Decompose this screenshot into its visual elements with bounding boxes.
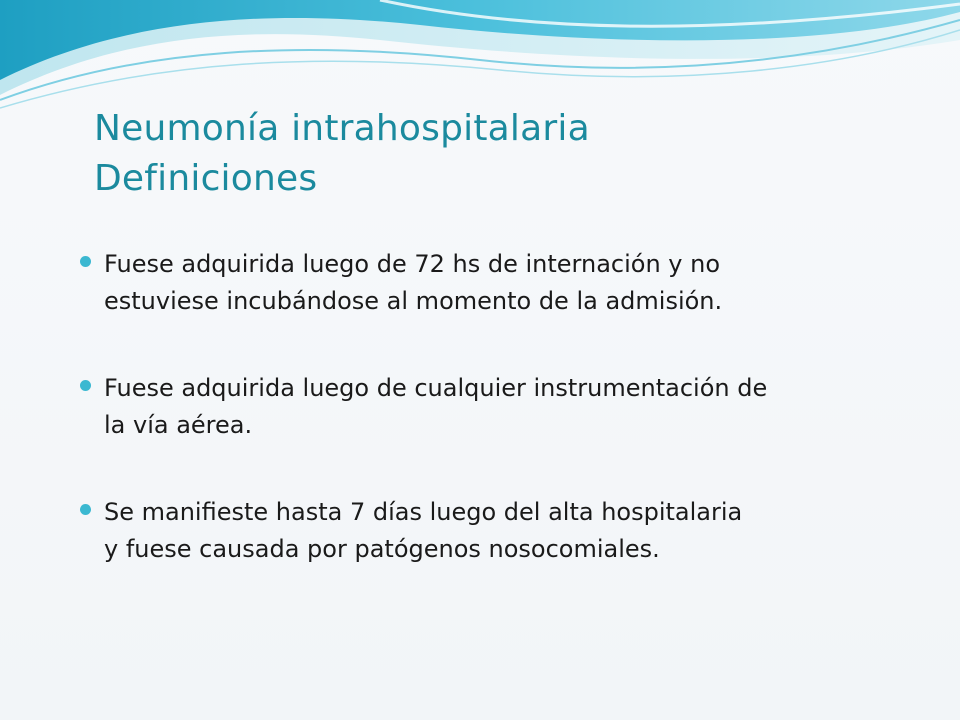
bullet-line: Fuese adquirida luego de 72 hs de internación y no: [104, 250, 721, 278]
bullet-item-1: [78, 246, 908, 320]
bullet-dot-icon: [80, 256, 91, 267]
bullet-dot-icon: [80, 380, 91, 391]
bullet-text: [104, 370, 908, 444]
bullet-line: y fuese causada por patógenos nosocomiales.: [104, 535, 660, 563]
bullet-text: [104, 246, 908, 320]
bullet-line: Se manifieste hasta 7 días luego del alta hospitalaria: [104, 498, 743, 526]
bullet-dot-icon: [80, 504, 91, 515]
bullet-item-2: [78, 370, 908, 444]
bullet-list: [78, 246, 908, 618]
slide-title-line-2: Definiciones: [94, 158, 318, 199]
bullet-line: la vía aérea.: [104, 411, 253, 439]
bullet-line: estuviese incubándose al momento de la admisión.: [104, 287, 723, 315]
slide-title-line-1: Neumonía intrahospitalaria: [94, 108, 590, 149]
bullet-line: Fuese adquirida luego de cualquier instrumentación de: [104, 374, 768, 402]
bullet-item-3: [78, 494, 908, 568]
slide-title: [94, 104, 590, 204]
bullet-text: [104, 494, 908, 568]
